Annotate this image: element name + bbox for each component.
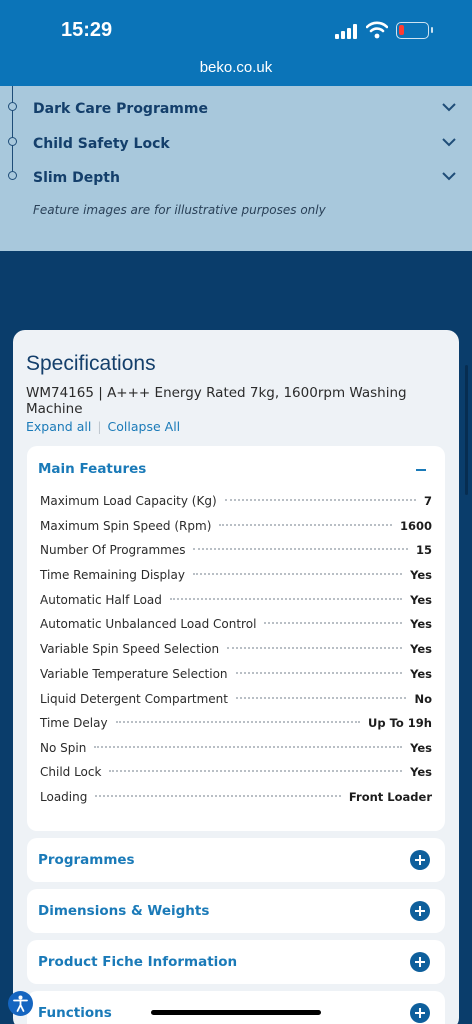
chevron-down-icon[interactable] [441,102,457,112]
feature-item-dark-care[interactable] [0,95,472,123]
dot-leader [227,647,402,649]
specifications-card [13,330,459,1024]
spec-value: Yes [410,741,432,755]
spec-label: Liquid Detergent Compartment [40,692,228,706]
spec-value: Yes [410,667,432,681]
accessibility-icon [8,991,33,1016]
feature-label: Slim Depth [33,170,120,186]
spec-value: Yes [410,617,432,631]
spec-value: No [414,692,432,706]
timeline-dot-icon [8,171,17,180]
spec-row [40,741,432,761]
spec-value: 7 [423,494,432,508]
spec-value: Yes [410,642,432,656]
spec-label: Maximum Spin Speed (Rpm) [40,519,212,533]
timeline-dot-icon [8,102,17,111]
spec-row [40,593,432,613]
spec-label: Maximum Load Capacity (Kg) [40,494,217,508]
features-panel [0,86,472,251]
feature-label: Child Safety Lock [33,136,170,152]
spec-label: Child Lock [40,765,102,779]
status-bar [0,0,472,86]
spec-row [40,716,432,736]
wifi-icon [366,21,388,39]
dot-leader [116,721,360,723]
feature-disclaimer: Feature images are for illustrative purposes only [33,203,326,217]
spec-label: Time Remaining Display [40,568,185,582]
spec-label: Variable Spin Speed Selection [40,642,220,656]
main-features-header[interactable]: Main Features [38,461,147,477]
battery-icon [396,22,429,39]
spec-label: Automatic Unbalanced Load Control [40,617,257,631]
spec-row [40,494,432,514]
dot-leader [94,746,402,748]
spec-label: Number Of Programmes [40,543,186,557]
expand-all-link[interactable]: Expand all [26,419,92,434]
spec-value: Up To 19h [368,716,432,730]
feature-item-slim-depth[interactable] [0,164,472,192]
scrollbar[interactable] [465,365,468,495]
link-separator: | [97,419,102,434]
spec-label: Variable Temperature Selection [40,667,228,681]
spec-label: No Spin [40,741,87,755]
accordion-label: Functions [38,1005,112,1021]
spec-label: Loading [40,790,88,804]
spec-row [40,790,432,810]
accessibility-button[interactable] [8,991,33,1016]
accordion-dimensions-weights[interactable] [27,889,445,933]
expand-plus-icon[interactable] [410,1003,430,1023]
spec-value: Yes [410,593,432,607]
dot-leader [236,697,407,699]
spec-row [40,765,432,785]
spec-row [40,568,432,588]
accordion-label: Dimensions & Weights [38,903,210,919]
specifications-title: Specifications [26,352,156,375]
accordion-label: Product Fiche Information [38,954,238,970]
expand-plus-icon[interactable] [410,901,430,921]
spec-label: Time Delay [40,716,108,730]
spec-value: 15 [415,543,432,557]
accordion-functions[interactable] [27,991,445,1024]
dot-leader [193,573,402,575]
feature-label: Dark Care Programme [33,101,208,117]
address-bar[interactable]: beko.co.uk [199,59,273,76]
spec-row [40,667,432,687]
dot-leader [170,598,402,600]
main-features-section [27,446,445,831]
expand-plus-icon[interactable] [410,850,430,870]
feature-item-child-lock[interactable] [0,130,472,158]
expand-collapse-links [26,419,180,434]
chevron-down-icon[interactable] [441,137,457,147]
spec-label: Automatic Half Load [40,593,162,607]
accordion-label: Programmes [38,852,135,868]
dot-leader [109,770,402,772]
spec-value: 1600 [399,519,432,533]
home-indicator[interactable] [151,1010,321,1015]
collapse-minus-icon[interactable] [416,469,426,471]
spec-row [40,692,432,712]
spec-row [40,543,432,563]
status-time: 15:29 [61,19,113,41]
product-model-title: WM74165 | A+++ Energy Rated 7kg, 1600rpm Washing Machine [26,385,407,417]
accordion-product-fiche[interactable] [27,940,445,984]
spec-value: Front Loader [348,790,432,804]
timeline-dot-icon [8,137,17,146]
expand-plus-icon[interactable] [410,952,430,972]
chevron-down-icon[interactable] [441,171,457,181]
dot-leader [236,672,403,674]
spec-value: Yes [410,765,432,779]
collapse-all-link[interactable]: Collapse All [107,419,181,434]
spec-row [40,519,432,539]
dot-leader [225,499,416,501]
spec-value: Yes [410,568,432,582]
dot-leader [264,622,402,624]
cellular-signal-icon [335,24,359,39]
spec-row [40,642,432,662]
dot-leader [95,795,341,797]
accordion-programmes[interactable] [27,838,445,882]
dot-leader [193,548,408,550]
spec-row [40,617,432,637]
dot-leader [219,524,392,526]
